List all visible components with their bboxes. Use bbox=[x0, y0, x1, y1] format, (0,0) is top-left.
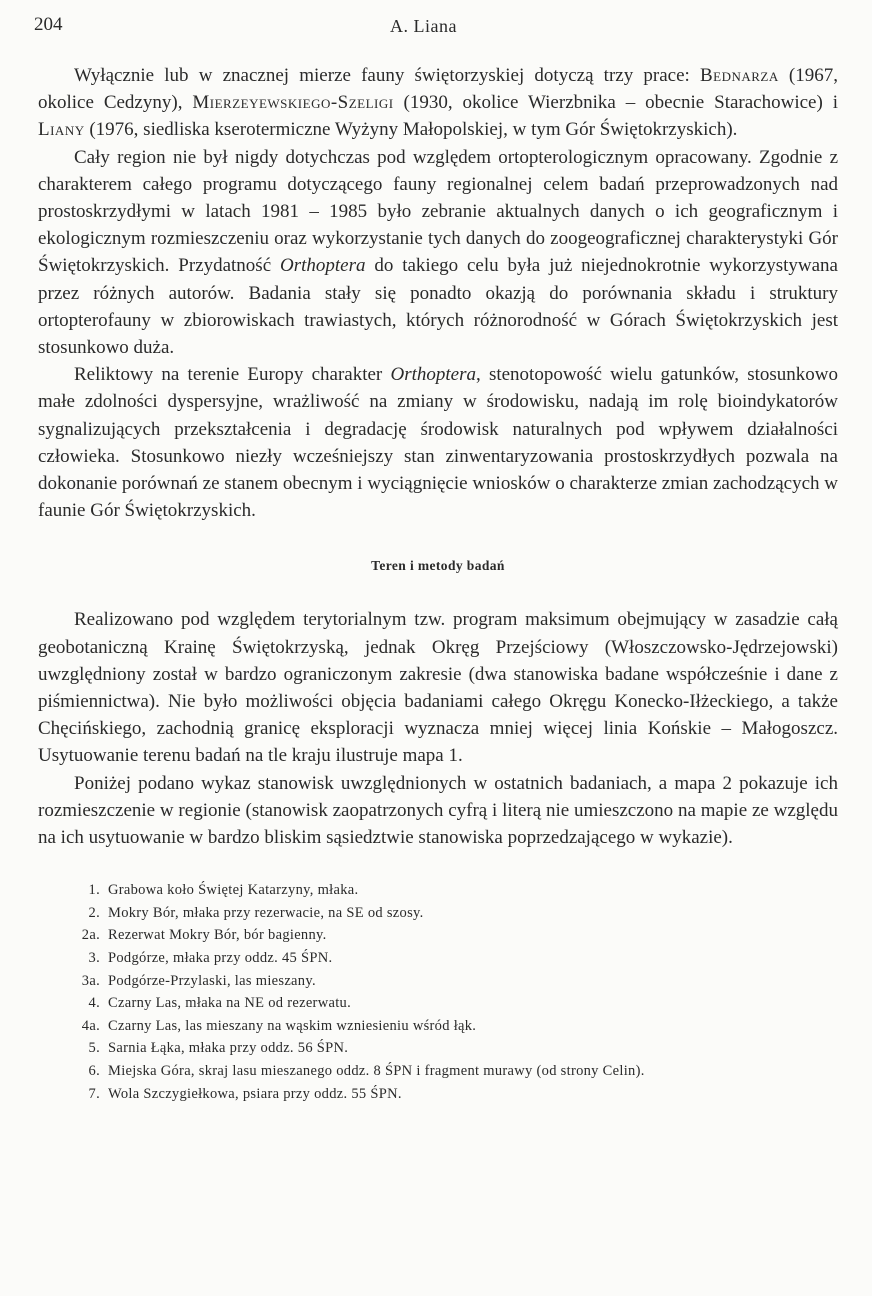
site-description: Wola Szczygiełkowa, psiara przy oddz. 55 ŚPN. bbox=[108, 1085, 402, 1102]
taxon-name: Orthoptera bbox=[279, 255, 366, 277]
author-bednarz: Bednarza bbox=[699, 65, 779, 86]
site-description: Czarny Las, las mieszany na wąskim wzniesieniu wśród łąk. bbox=[108, 1017, 477, 1034]
site-item bbox=[38, 879, 838, 902]
site-item bbox=[38, 1037, 838, 1060]
site-number: 2a. bbox=[81, 927, 100, 944]
site-description: Podgórze, młaka przy oddz. 45 ŚPN. bbox=[108, 950, 333, 967]
site-description: Mokry Bór, młaka przy rezerwacie, na SE od szosy. bbox=[108, 904, 424, 921]
site-number: 4. bbox=[88, 995, 100, 1012]
text-run: Reliktowy na terenie Europy charakter bbox=[74, 364, 391, 386]
paragraph-3 bbox=[38, 361, 838, 524]
paragraph-4: Realizowano pod względem terytorialnym tzw. program maksimum obejmujący w zasadzie całą geobotaniczną Krainę Świętokrzyską, jednak Okręg Przejściowy (Włoszczowsko-Jędrzejowski) uwzględniony został w bardzo ograniczonym zakresie (dwa stanowiska badane współcześnie i dane z piśmiennictwa). Nie było możliwości objęcia badaniami całego Okręgu Konecko-Iłżeckiego, a także Chęcińskiego, zachodnią granicę eksploracji wyznacza mniej więcej linia Końskie – Małogoszcz. Usytuowanie terenu badań na tle kraju ilustruje mapa 1. bbox=[38, 609, 838, 767]
site-item bbox=[38, 992, 838, 1015]
taxon-name: Orthoptera bbox=[390, 364, 476, 386]
site-item bbox=[38, 1060, 838, 1083]
site-number: 1. bbox=[88, 882, 100, 899]
text-run: (1967, okolice Cedzyny), bbox=[38, 65, 838, 114]
text-run: (1930, okolice Wierzbnika – obecnie Starachowice) i bbox=[393, 92, 838, 114]
text-run: do takiego celu była już niejednokrotnie wykorzystywana przez różnych autorów. Badania stały się ponadto okazją do porównania składu i struktury ortopterofauny w zbiorowiskach trawiastych, których różnorodność w Górach Świętokrzyskich jest stosunkowo duża. bbox=[38, 255, 838, 359]
site-item bbox=[38, 1083, 838, 1106]
text-run: Cały region nie był nigdy dotychczas pod względem ortopterologicznym opracowany. Zgodnie z charakterem całego programu dotyczącego fauny regionalnej celem badań przeprowadzonych nad prostoskrzydłymi w latach 1981 – 1985 było zebranie aktualnych danych o ich geograficznym i ekologicznym rozmieszczeniu oraz wykorzystanie tych danych do zoogeograficznej charakterystyki Gór Świętokrzyskich. Przydatność bbox=[38, 146, 838, 277]
page-number: 204 bbox=[34, 14, 63, 35]
site-item bbox=[38, 970, 838, 993]
site-number: 3. bbox=[88, 950, 100, 967]
site-number: 3a. bbox=[81, 972, 100, 989]
site-item bbox=[38, 924, 838, 947]
paragraph-1 bbox=[38, 62, 838, 144]
site-number: 7. bbox=[88, 1085, 100, 1102]
site-description: Rezerwat Mokry Bór, bór bagienny. bbox=[108, 927, 327, 944]
text-run: (1976, siedliska kserotermiczne Wyżyny Małopolskiej, w tym Gór Świętokrzyskich). bbox=[84, 119, 738, 141]
running-head: A. Liana bbox=[390, 16, 457, 36]
site-item bbox=[38, 947, 838, 970]
site-number: 5. bbox=[88, 1040, 100, 1057]
site-description: Miejska Góra, skraj lasu mieszanego oddz. 8 ŚPN i fragment murawy (od strony Celin). bbox=[108, 1063, 645, 1080]
site-number: 6. bbox=[88, 1063, 100, 1080]
site-description: Podgórze-Przylaski, las mieszany. bbox=[108, 972, 316, 989]
paragraph-2 bbox=[38, 144, 838, 362]
site-item bbox=[38, 902, 838, 925]
text-run: Wyłącznie lub w znacznej mierze fauny świętorzyskiej dotyczą trzy prace: bbox=[74, 65, 700, 86]
section-title: Teren i metody badań bbox=[371, 558, 505, 574]
site-item bbox=[38, 1015, 838, 1038]
paragraph-5: Poniżej podano wykaz stanowisk uwzględnionych w ostatnich badaniach, a mapa 2 pokazuje ich rozmieszczenie w regionie (stanowisk zaopatrzonych cyfrą i literą nie umieszczono na mapie ze względu na ich usytuowanie w bardzo bliskim sąsiedztwie stanowiska poprzedzającego w wykazie). bbox=[38, 772, 838, 849]
site-description: Sarnia Łąka, młaka przy oddz. 56 ŚPN. bbox=[108, 1040, 349, 1057]
text-run: , stenotopowość wielu gatunków, stosunkowo małe zdolności dyspersyjne, wrażliwość na zmiany w środowisku, nadają im rolę bioindykatorów sygnalizujących przekształcenia i degradację środowisk naturalnych pod wpływem działalności człowieka. Stosunkowo niezły wcześniejszy stan zinwentaryzowania prostoskrzydłych pozwala na dokonanie porównań ze stanem obecnym i wyciągnięcie wniosków o charakterze zmian zachodzących w faunie Gór Świętokrzyskich. bbox=[38, 364, 838, 522]
page-header bbox=[34, 14, 838, 44]
site-number: 2. bbox=[88, 904, 100, 921]
author-mierzeyewski-szeliga: Mierzeyewskiego-Szeligi bbox=[192, 92, 394, 114]
body-text bbox=[38, 62, 838, 1105]
site-number: 4a. bbox=[81, 1017, 100, 1034]
site-description: Grabowa koło Świętej Katarzyny, młaka. bbox=[108, 882, 359, 899]
site-description: Czarny Las, młaka na NE od rezerwatu. bbox=[108, 995, 352, 1012]
author-liana: Liany bbox=[38, 119, 85, 141]
site-list bbox=[38, 879, 838, 1105]
